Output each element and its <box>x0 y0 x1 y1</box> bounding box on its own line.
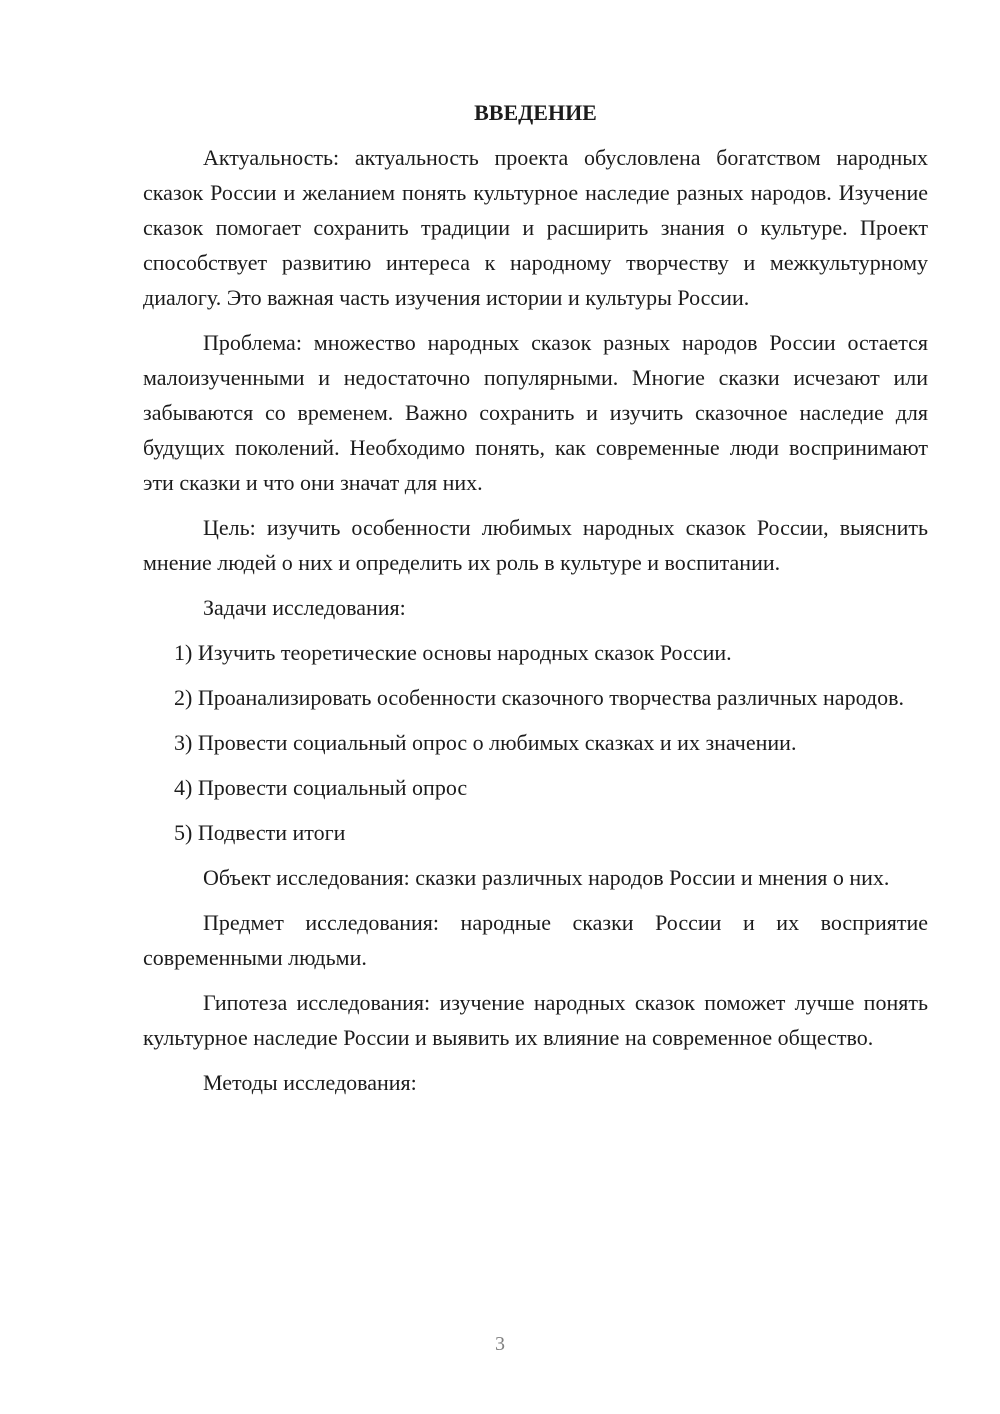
task-item: 5) Подвести итоги <box>174 820 346 845</box>
task-item: 4) Провести социальный опрос <box>174 775 468 800</box>
problem-paragraph: Проблема: множество народных сказок разных народов России остается малоизученными и недостаточно популярными. Многие сказки исчезают или забываются со временем. Важно сохранить и изучить сказочное наследие для будущих поколений. Необходимо понять, как современные люди воспринимают эти сказки и что они значат для них. <box>143 330 928 495</box>
relevance-paragraph: Актуальность: актуальность проекта обусловлена богатством народных сказок России и желанием понять культурное наследие разных народов. Изучение сказок помогает сохранить традиции и расширить знания о культуре. Проект способствует развитию интереса к народному творчеству и межкультурному диалогу. Это важная часть изучения истории и культуры России. <box>143 145 928 310</box>
task-item: 1) Изучить теоретические основы народных сказок России. <box>174 640 732 665</box>
hypothesis-paragraph: Гипотеза исследования: изучение народных сказок поможет лучше понять культурное наследие России и выявить их влияние на современное общество. <box>143 990 928 1050</box>
methods-heading: Методы исследования: <box>203 1070 417 1095</box>
document-page <box>143 95 928 1110</box>
page-number: 3 <box>495 1333 505 1355</box>
section-title: ВВЕДЕНИЕ <box>474 100 597 125</box>
tasks-heading: Задачи исследования: <box>203 595 406 620</box>
task-item: 2) Проанализировать особенности сказочного творчества различных народов. <box>174 685 905 710</box>
task-item: 3) Провести социальный опрос о любимых сказках и их значении. <box>174 730 797 755</box>
subject-paragraph: Предмет исследования: народные сказки России и их восприятие современными людьми. <box>143 910 928 970</box>
goal-paragraph: Цель: изучить особенности любимых народных сказок России, выяснить мнение людей о них и определить их роль в культуре и воспитании. <box>143 515 928 575</box>
object-paragraph: Объект исследования: сказки различных народов России и мнения о них. <box>203 865 890 890</box>
